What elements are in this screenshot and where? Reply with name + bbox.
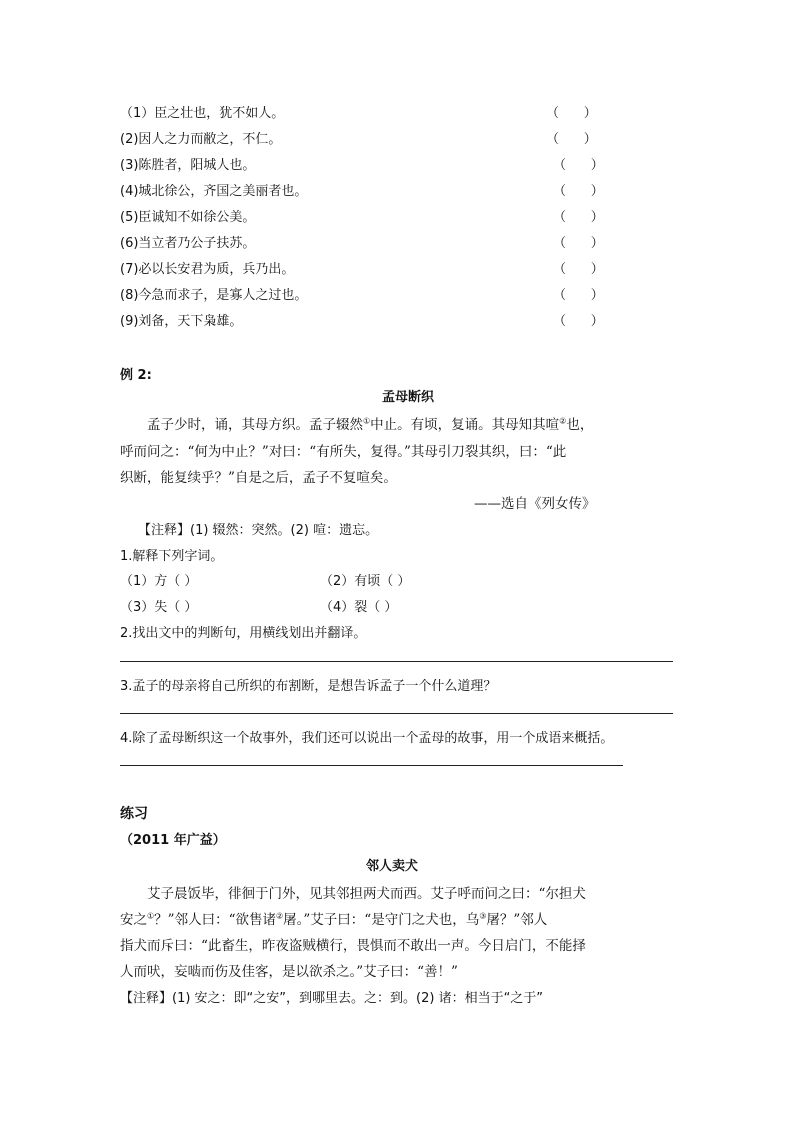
sentence-item: （1）臣之壮也，犹不如人。 [120,106,285,121]
practice-line-4: 人而吠，妄啮而伤及佳客，是以欲杀之。”艾子曰：“善！” [120,964,458,980]
answer-line-2[interactable] [120,713,673,714]
sentence-item: (6)当立者乃公子扶苏。 [120,236,256,251]
word-item-2: （2）有顷（ ） [320,574,411,589]
passage-line-2: 呼而问之：“何为中止？”对曰：“有所失，复得。”其母引刀裂其织，曰：“此 [120,444,567,460]
answer-blank[interactable]: （ ） [553,262,604,277]
practice-year: （2011 年广益） [120,833,226,848]
answer-blank[interactable]: （ ） [553,236,604,251]
passage-line-1: 孟子少时，诵，其母方织。孟子辍然①中止。有顷，复诵。其母知其喧②也， [147,416,594,433]
answer-line-3[interactable] [120,765,623,766]
sentence-item: (7)必以长安君为质，兵乃出。 [120,262,295,277]
practice-label: 练习 [120,806,148,822]
word-item-3: （3）失（ ） [120,600,198,615]
word-item-1: （1）方（ ） [120,574,198,589]
sentence-item: (9)刘备，天下枭雄。 [120,314,243,329]
question-2: 2.找出文中的判断句，用横线划出并翻译。 [120,626,367,641]
sentence-item: (4)城北徐公，齐国之美丽者也。 [120,184,308,199]
question-1: 1.解释下列字词。 [120,549,224,564]
practice-line-3: 指犬而斥曰：“此畜生，昨夜盗贼横行，畏惧而不敢出一声。今日启门，不能择 [120,938,586,954]
word-item-4: （4）裂（ ） [320,600,398,615]
example-2-label: 例 2: [120,368,152,383]
answer-line-1[interactable] [120,661,673,662]
sentence-item: (8)今急而求子，是寡人之过也。 [120,288,308,303]
sentence-item: (5)臣诚知不如徐公美。 [120,210,256,225]
practice-note: 【注释】(1) 安之：即“之安”，到哪里去。之：到。(2) 诸：相当于“之于” [120,991,544,1006]
answer-blank[interactable]: （ ） [546,106,597,121]
answer-blank[interactable]: （ ） [553,158,604,173]
question-4: 4.除了孟母断织这一个故事外，我们还可以说出一个孟母的故事，用一个成语来概括。 [120,731,614,746]
answer-blank[interactable]: （ ） [553,314,604,329]
answer-blank[interactable]: （ ） [553,184,604,199]
passage-source: ——选自《列女传》 [474,496,596,512]
answer-blank[interactable]: （ ） [553,288,604,303]
answer-blank[interactable]: （ ） [553,210,604,225]
question-3: 3.孟子的母亲将自己所织的布割断，是想告诉孟子一个什么道理？ [120,679,497,694]
answer-blank[interactable]: （ ） [546,132,597,147]
passage-title-mengmu: 孟母断织 [382,390,435,405]
passage-line-3: 织断，能复续乎？”自是之后，孟子不复喧矣。 [120,470,397,486]
sentence-item: (2)因人之力而敝之，不仁。 [120,132,282,147]
practice-line-1: 艾子晨饭毕，徘徊于门外，见其邻担两犬而西。艾子呼而问之曰：“尔担犬 [147,886,586,902]
passage-note: 【注释】(1) 辍然：突然。(2) 喧：遗忘。 [138,523,379,538]
sentence-item: (3)陈胜者，阳城人也。 [120,158,256,173]
passage-title-linren: 邻人卖犬 [366,859,419,874]
practice-line-2: 安之①？”邻人曰：“欲售诸②屠。”艾子曰：“是守门之犬也，乌③屠？”邻人 [120,911,548,928]
